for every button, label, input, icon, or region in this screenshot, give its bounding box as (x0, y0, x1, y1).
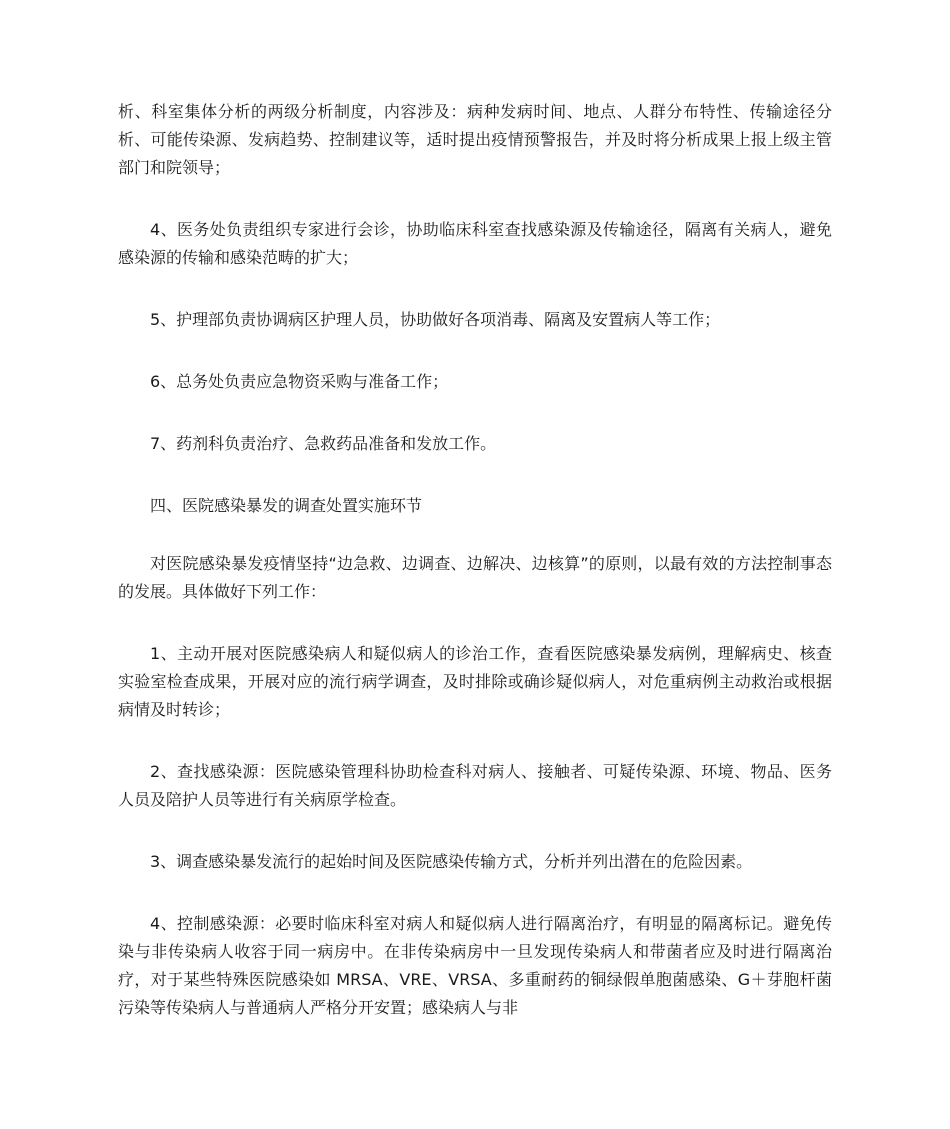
section-heading-4: 四、医院感染暴发的调查处置实施环节 (150, 496, 423, 515)
paragraph-step-4: 4、控制感染源：必要时临床科室对病人和疑似病人进行隔离治疗，有明显的隔离标记。避免传染与非传染病人收容于同一病房中。在非传染病房中一旦发现传染病人和带菌者应及时进行隔离治疗，对于某些特殊医院感染如 MRSA、VRE、VRSA、多重耐药的铜绿假单胞菌感染、G＋芽胞杆菌污染等传染病人与普通病人严格分开安置；感染病人与非 (118, 914, 832, 1017)
paragraph-medical-affairs: 4、医务处负责组织专家进行会诊，协助临床科室查找感染源及传输途径，隔离有关病人，避免感染源的传输和感染范畴的扩大； (118, 220, 832, 267)
paragraph-step-3: 3、调查感染暴发流行的起始时间及医院感染传输方式，分析并列出潜在的危险因素。 (150, 852, 753, 871)
paragraph-step-2: 2、查找感染源：医院感染管理科协助检查科对病人、接触者、可疑传染源、环境、物品、医务人员及陪护人员等进行有关病原学检查。 (118, 762, 832, 809)
paragraph-nursing-dept: 5、护理部负责协调病区护理人员，协助做好各项消毒、隔离及安置病人等工作； (150, 310, 721, 329)
paragraph-pharmacy: 7、药剂科负责治疗、急救药品准备和发放工作。 (150, 434, 497, 453)
paragraph-analysis-system: 析、科室集体分析的两级分析制度，内容涉及：病种发病时间、地点、人群分布特性、传输途径分析、可能传染源、发病趋势、控制建议等，适时提出疫情预警报告，并及时将分析成果上报上级主管部门和院领导； (118, 102, 832, 177)
paragraph-step-1: 1、主动开展对医院感染病人和疑似病人的诊治工作，查看医院感染暴发病例，理解病史、核查实验室检查成果，开展对应的流行病学调查，及时排除或确诊疑似病人，对危重病例主动救治或根据病情及时转诊； (118, 644, 832, 719)
paragraph-general-affairs: 6、总务处负责应急物资采购与准备工作； (150, 372, 449, 391)
paragraph-principle: 对医院感染暴发疫情坚持“边急救、边调查、边解决、边核算”的原则，以最有效的方法控制事态的发展。具体做好下列工作： (118, 554, 832, 601)
